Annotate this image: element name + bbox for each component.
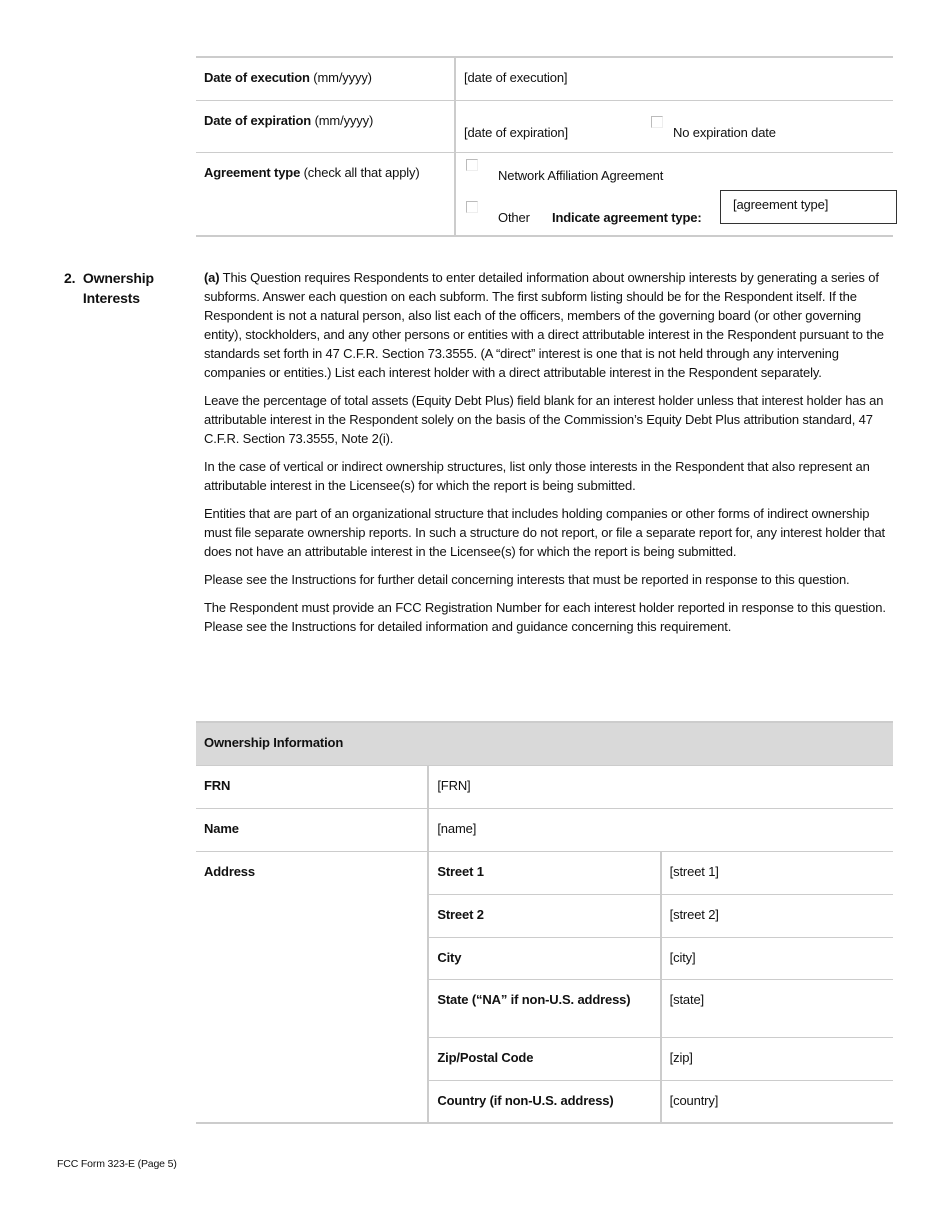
no-expiration-label: No expiration date — [673, 124, 776, 140]
street2-field[interactable]: [street 2] — [661, 894, 893, 937]
street1-field[interactable]: [street 1] — [661, 851, 893, 894]
indicate-type-label: Indicate agreement type: — [552, 209, 702, 225]
table-row — [196, 765, 893, 808]
state-label: State (“NA” if non-U.S. address) — [428, 979, 660, 1037]
agreement-type-label: Agreement type — [204, 164, 301, 180]
network-affiliation-checkbox[interactable] — [466, 159, 478, 171]
frn-field[interactable]: [FRN] — [428, 765, 893, 808]
paragraph-entities: Entities that are part of an organizational structure that includes holding companies or other forms of indirect ownership must file separate ownership reports. In such a structure do not report, or file a separate report for, any interest holder that does not have an attributable interest in the Licensee(s) for which the report is being submitted. — [204, 506, 885, 559]
ownership-header: Ownership Information — [196, 722, 893, 765]
zip-field[interactable]: [zip] — [661, 1037, 893, 1080]
agreement-table — [196, 56, 893, 237]
row-agreement-type — [196, 152, 893, 236]
name-label: Name — [196, 808, 428, 851]
execution-hint: (mm/yyyy) — [313, 70, 372, 85]
city-field[interactable]: [city] — [661, 937, 893, 979]
zip-label: Zip/Postal Code — [428, 1037, 660, 1080]
row-execution — [196, 57, 893, 100]
city-label: City — [428, 937, 660, 979]
page-footer: FCC Form 323-E (Page 5) — [57, 1158, 177, 1170]
section-title: Ownership Interests — [82, 270, 154, 306]
expiration-label: Date of expiration — [204, 112, 312, 128]
paragraph-instructions: Please see the Instructions for further detail concerning interests that must be reported in response to this question. — [204, 572, 850, 587]
other-label: Other — [498, 209, 530, 225]
section-heading — [64, 268, 173, 308]
country-field[interactable]: [country] — [661, 1080, 893, 1123]
section-number: 2. — [64, 270, 76, 286]
frn-label: FRN — [196, 765, 428, 808]
paragraph-equity: Leave the percentage of total assets (Equity Debt Plus) field blank for an interest holder unless that interest holder has an attributable interest in the Respondent solely on the basis of the Commission’s Equity Debt Plus attribution standard, 47 C.F.R. Section 73.3555, Note 2(i). — [204, 393, 884, 446]
network-affiliation-label: Network Affiliation Agreement — [498, 167, 664, 183]
country-label: Country (if non-U.S. address) — [428, 1080, 660, 1123]
agreement-type-hint: (check all that apply) — [303, 164, 420, 180]
street1-label: Street 1 — [428, 851, 660, 894]
paragraph-a-text: This Question requires Respondents to enter detailed information about ownership interests by generating a series of subforms. Answer each question on each subform. The first subform listing should be for the Respondent itself. If the Respondent is not a natural person, also list each of the officers, members of the governing board (or other governing entity), stockholders, and any other persons or entities with a direct attributable interest in the Respondent pursuant to the standards set forth in 47 C.F.R. Section 73.3555. (A “direct” interest is one that is not held through any intervening companies or entities.) List each interest holder with a direct attributable interest in the Respondent separately. — [204, 270, 884, 380]
name-field[interactable]: [name] — [428, 808, 893, 851]
table-row — [196, 808, 893, 851]
ownership-header-row — [196, 722, 893, 765]
ownership-table — [196, 721, 893, 1124]
address-label: Address — [196, 851, 428, 1123]
paragraph-a-lead: (a) — [204, 270, 220, 285]
execution-field[interactable]: [date of execution] — [464, 70, 568, 85]
no-expiration-checkbox[interactable] — [651, 116, 663, 128]
paragraph-vertical: In the case of vertical or indirect ownership structures, list only those interests in the Respondent that also represent an attributable interest in the Licensee(s) for which the report is being submitted. — [204, 459, 870, 493]
row-expiration — [196, 100, 893, 152]
street2-label: Street 2 — [428, 894, 660, 937]
other-checkbox[interactable] — [466, 201, 478, 213]
expiration-hint: (mm/yyyy) — [314, 112, 374, 128]
execution-label: Date of execution — [204, 70, 310, 85]
paragraph-a — [204, 268, 892, 382]
paragraph-frn: The Respondent must provide an FCC Registration Number for each interest holder reported in response to this question. Please see the Instructions for detailed information and guidance concerning this requirement. — [204, 600, 886, 634]
section-instructions — [204, 268, 892, 645]
state-field[interactable]: [state] — [661, 979, 893, 1037]
agreement-type-input[interactable]: [agreement type] — [720, 190, 897, 224]
table-row — [196, 851, 893, 894]
expiration-field[interactable]: [date of expiration] — [464, 124, 568, 140]
